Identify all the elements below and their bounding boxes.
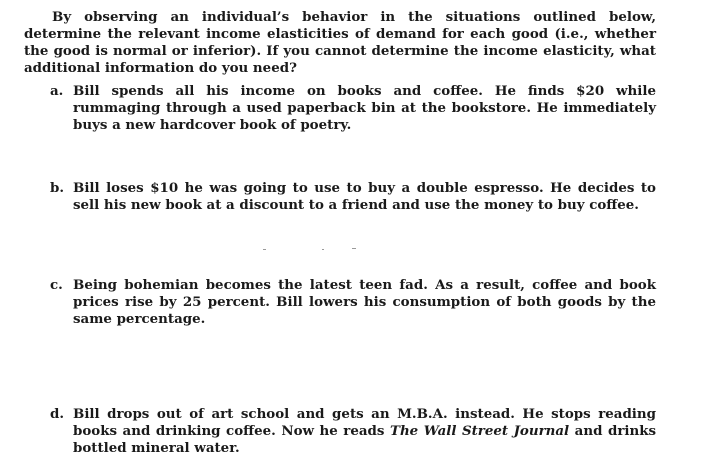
question-c — [50, 277, 656, 328]
question-b — [50, 180, 656, 214]
question-d — [50, 406, 656, 457]
question-label: c. — [50, 277, 63, 293]
scan-speck — [352, 248, 356, 249]
question-label: d. — [50, 406, 65, 422]
question-text — [73, 406, 656, 457]
scan-speck — [322, 249, 324, 250]
question-text: Bill loses $10 he was going to use to buy a double espresso. He decides to sell his new book at a discount to a friend and use the money to buy coffee. — [73, 180, 656, 213]
question-label: b. — [50, 180, 65, 196]
question-label: a. — [50, 83, 64, 99]
question-text: Bill spends all his income on books and coffee. He finds $20 while rummaging through a used paperback bin at the bookstore. He immediately buys a new hardcover book of poetry. — [73, 83, 656, 133]
scan-speck — [263, 249, 266, 250]
question-text-start: Bill drops out of art school and gets an M.B.A. instead. He stops reading books and drinking coffee. Now he reads — [73, 406, 656, 439]
question-text-end: and drinks bottled mineral water. — [73, 423, 657, 456]
question-a — [50, 83, 656, 134]
newspaper-title: The Wall Street Journal — [389, 423, 570, 439]
instructions-paragraph: By observing an individual’s behavior in the situations outlined below, determine the relevant income elasticities of demand for each good (i.e., whether the good is normal or inferior). If you cannot determine the income elasticity, what additional information do you need? — [24, 9, 656, 76]
question-text: Being bohemian becomes the latest teen fad. As a result, coffee and book prices rise by 25 percent. Bill lowers his consumption of both goods by the same percentage. — [73, 277, 656, 327]
